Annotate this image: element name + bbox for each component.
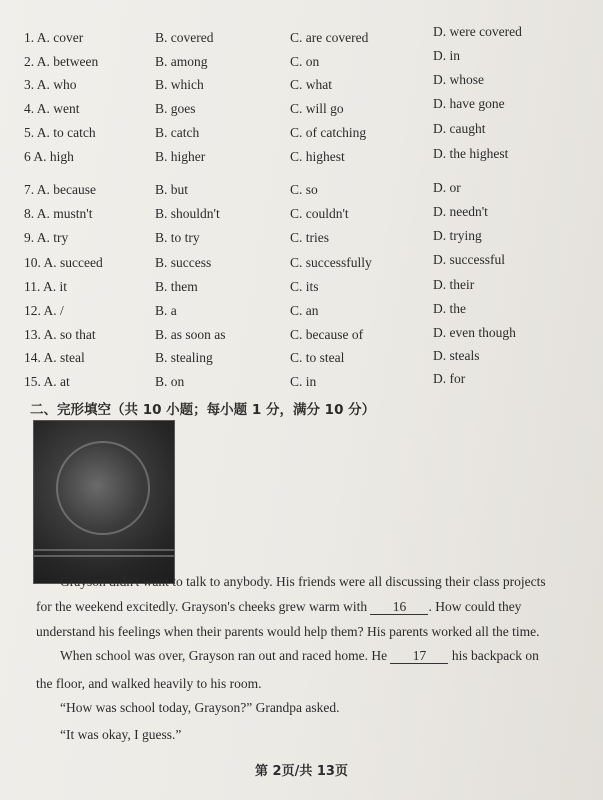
option-d: D. the [433, 301, 466, 316]
passage-line [60, 648, 580, 664]
passage-line [36, 599, 556, 615]
option-b: B. shouldn't [155, 206, 220, 221]
option-c: C. are covered [290, 30, 369, 45]
option-a: 11. A. it [24, 279, 68, 294]
option-b: B. stealing [155, 350, 213, 365]
option-c: C. on [290, 54, 320, 69]
passage-line: Grayson didn't want to talk to anybody. His friends were all discussing their class projects [60, 574, 546, 589]
question-row [0, 230, 603, 252]
photo-scan-line [34, 549, 174, 551]
option-d: D. whose [433, 72, 484, 87]
option-d: D. their [433, 277, 475, 292]
option-b: B. on [155, 374, 185, 389]
question-row [0, 206, 603, 228]
question-row [0, 303, 603, 325]
option-d: D. caught [433, 121, 486, 136]
option-b: B. higher [155, 149, 206, 164]
option-d: D. the highest [433, 146, 509, 161]
option-d: D. even though [433, 325, 516, 340]
option-d: D. have gone [433, 96, 505, 111]
option-b: B. goes [155, 101, 196, 116]
option-b: B. to try [155, 230, 200, 245]
option-a: 9. A. try [24, 230, 69, 245]
section-title: 二、完形填空（共 10 小题；每小题 1 分，满分 10 分） [30, 402, 376, 418]
option-b: B. success [155, 255, 212, 270]
option-d: D. or [433, 180, 461, 195]
passage-text: . How could they [428, 599, 522, 614]
option-a: 15. A. at [24, 374, 70, 389]
option-c: C. highest [290, 149, 345, 164]
option-b: B. as soon as [155, 327, 226, 342]
question-row [0, 121, 603, 147]
option-d: D. for [433, 371, 466, 386]
question-row [0, 146, 603, 171]
option-a: 7. A. because [24, 182, 96, 197]
question-row [0, 371, 603, 396]
option-b: B. covered [155, 30, 214, 45]
passage-photo [33, 420, 175, 584]
option-c: C. so [290, 182, 318, 197]
passage-line: “It was okay, I guess.” [60, 727, 182, 742]
question-row [0, 96, 603, 123]
option-b: B. a [155, 303, 177, 318]
option-b: B. which [155, 77, 204, 92]
passage-line: the floor, and walked heavily to his room. [36, 676, 262, 691]
option-c: C. its [290, 279, 319, 294]
option-c: C. tries [290, 230, 329, 245]
option-c: C. to steal [290, 350, 345, 365]
option-a: 8. A. mustn't [24, 206, 93, 221]
option-d: D. needn't [433, 204, 488, 219]
question-row [0, 279, 603, 301]
question-row [0, 48, 603, 76]
option-c: C. because of [290, 327, 364, 342]
photo-circle-shape [56, 441, 150, 535]
option-b: B. but [155, 182, 189, 197]
option-c: C. couldn't [290, 206, 349, 221]
option-a: 13. A. so that [24, 327, 96, 342]
option-c: C. successfully [290, 255, 372, 270]
passage-text: for the weekend excitedly. Grayson's cheeks grew warm with [36, 599, 371, 614]
option-a: 12. A. / [24, 303, 64, 318]
option-a: 6 A. high [24, 149, 74, 164]
option-d: D. were covered [433, 24, 522, 39]
option-d: D. successful [433, 252, 505, 267]
passage-text: his backpack on [448, 648, 539, 663]
option-d: D. steals [433, 348, 480, 363]
question-row [0, 24, 603, 52]
option-b: B. among [155, 54, 208, 69]
question-row [0, 252, 603, 277]
question-row [0, 182, 603, 204]
question-row [0, 72, 603, 99]
option-d: D. in [433, 48, 460, 63]
option-c: C. of catching [290, 125, 367, 140]
blank-16[interactable]: 16 [370, 600, 428, 615]
option-a: 3. A. who [24, 77, 77, 92]
option-a: 5. A. to catch [24, 125, 96, 140]
question-row [0, 350, 603, 372]
option-d: D. trying [433, 228, 482, 243]
option-c: C. will go [290, 101, 344, 116]
option-a: 10. A. succeed [24, 255, 103, 270]
question-row [0, 327, 603, 349]
option-b: B. them [155, 279, 198, 294]
option-b: B. catch [155, 125, 200, 140]
option-a: 1. A. cover [24, 30, 84, 45]
blank-17[interactable]: 17 [390, 649, 448, 664]
photo-scan-line [34, 555, 174, 557]
passage-text: When school was over, Grayson ran out and raced home. He [60, 648, 391, 663]
option-c: C. what [290, 77, 332, 92]
option-c: C. in [290, 374, 317, 389]
option-a: 2. A. between [24, 54, 99, 69]
passage-line: “How was school today, Grayson?” Grandpa asked. [60, 700, 340, 715]
option-a: 14. A. steal [24, 350, 85, 365]
passage-line: understand his feelings when their parents would help them? His parents worked all the time. [36, 624, 540, 639]
option-c: C. an [290, 303, 319, 318]
option-a: 4. A. went [24, 101, 80, 116]
page-number: 第 2页/共 13页 [255, 764, 348, 779]
